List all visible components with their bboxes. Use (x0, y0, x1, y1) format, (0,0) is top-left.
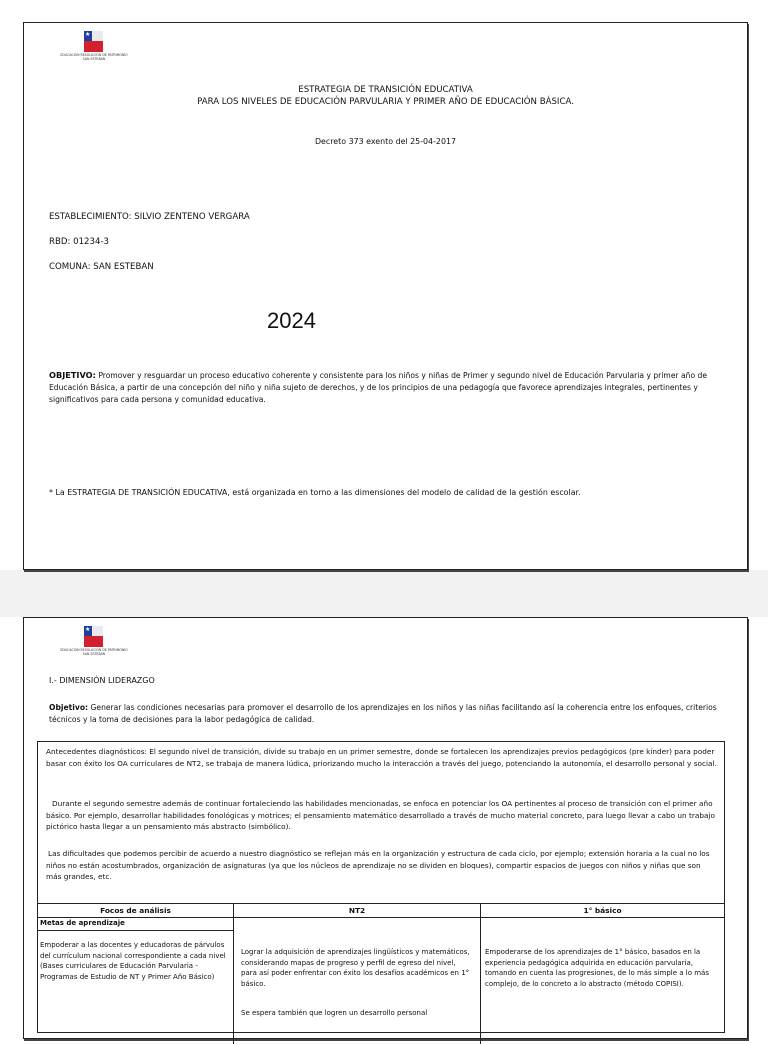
table-divider (233, 904, 234, 1044)
diagnostics-paragraph-1: Antecedentes diagnósticos: El segundo nivel de transición, divide su trabajo en un primer semestre, donde se fortalecen los aprendizajes previos pedagógicos (pre kínder) para poder basar con éxito los OA curriculares de NT2, se trabaja de manera lúdica, priorizando mucho la interacción a través del juego, potenciando la autonomía, el desarrollo personal y social. (46, 747, 717, 768)
table-header-primero: 1° básico (481, 904, 724, 918)
section-objective (49, 702, 721, 726)
commune-field: COMUNA: SAN ESTEBAN (49, 262, 154, 272)
logo-caption: EDUCACIÓN RESOLUCIÓN DE PATRIMONIO SAN ESTEBAN (60, 648, 128, 656)
chile-flag-icon: ★ (84, 626, 103, 647)
objective-text: Promover y resguardar un proceso educativo coherente y consistente para los niños y niñas de Primer y segundo nivel de Educación Parvularia y primer año de Educación Básica, a partir de una concepción del niño y niña sujeto de derechos, y de los principios de una pedagogía que favorece aprendizajes integrales, pertinentes y significativos para cada persona y comunidad educativa. (49, 371, 708, 404)
analysis-table (38, 903, 724, 1017)
year-label: 2024 (267, 308, 316, 333)
logo-caption: EDUCACIÓN RESOLUCIÓN DE PATRIMONIO SAN ESTEBAN (60, 53, 128, 61)
strategy-note: * La ESTRATEGIA DE TRANSICIÓN EDUCATIVA, está organizada en torno a las dimensiones del modelo de calidad de la gestión escolar. (49, 488, 581, 497)
metas-label: Metas de aprendizaje (40, 919, 125, 927)
diagnostics-box (37, 741, 725, 1033)
table-cell-nt2: Lograr la adquisición de aprendizajes lingüísticos y matemáticos, considerando mapas de progreso y perfil de egreso del nivel, para así poder enfrentar con éxito los desafíos académicos en 1° básico. (241, 948, 470, 988)
chile-flag-icon: ★ (84, 31, 103, 52)
page-gap (0, 570, 768, 617)
section-objective-text: Generar las condiciones necesarias para promover el desarrollo de los aprendizajes en los niños y las niñas facilitando así la coherencia entre los enfoques, criterios técnicos y la toma de decisiones para la labor pedagógica de calidad. (49, 703, 717, 724)
table-cell-nt2-cont: Se espera también que logren un desarrollo personal (241, 1009, 428, 1017)
table-divider (480, 904, 481, 1044)
table-cell-focos: Empoderar a las docentes y educadoras de párvulos del currículum nacional correspondiente a cada nivel (Bases curriculares de Educación Parvularia - Programas de Estudio de NT y Primer Año Básico) (40, 941, 226, 981)
objective-label: OBJETIVO: (49, 370, 96, 380)
diagnostics-paragraph-2: Durante el segundo semestre además de continuar fortaleciendo las habilidades mencionadas, se enfoca en potenciar los OA pertinentes al proceso de transición con el primer año básico. Por ejemplo, desarrollar habilidades fonológicas y motrices; el pensamiento matemático desarrollado a través de mucho material concreto, para luego llevar a cabo un trabajo pictórico hasta llegar a un pensamiento más abstracto (simbólico). (46, 799, 715, 831)
section-objective-label: Objetivo: (49, 703, 89, 712)
document-page-1 (23, 22, 748, 570)
rbd-field: RBD: 01234-3 (49, 237, 110, 247)
ministry-logo (60, 31, 130, 71)
table-cell-primero: Empoderarse de los aprendizajes de 1° básico, basados en la experiencia pedagógica adquirida en educación parvularia, tomando en cuenta las progresiones, de lo más simple a lo más complejo, de lo concreto a lo abstracto (método COPISI). (485, 948, 709, 988)
table-header-focos: Focos de análisis (38, 904, 233, 918)
section-title: I.- DIMENSIÓN LIDERAZGO (49, 676, 155, 685)
table-divider (38, 930, 233, 931)
ministry-logo (60, 626, 130, 666)
table-header-nt2: NT2 (234, 904, 480, 918)
decree-line: Decreto 373 exento del 25-04-2017 (314, 137, 457, 146)
document-title: ESTRATEGIA DE TRANSICIÓN EDUCATIVA (298, 85, 473, 95)
diagnostics-paragraph-3: Las dificultades que podemos percibir de acuerdo a nuestro diagnóstico se reflejan más en la organización y estructura de cada ciclo, por ejemplo; extensión horaria a la cual no los niños no están acostumbrados, organización de asignaturas (ya que los núcleos de aprendizaje no se dividen en bloques), compartir espacios de juegos con niños y niñas que son más grandes, etc. (46, 849, 710, 881)
objective-paragraph (49, 369, 721, 406)
document-subtitle: PARA LOS NIVELES DE EDUCACIÓN PARVULARIA Y PRIMER AÑO DE EDUCACIÓN BÁSICA. (197, 97, 574, 107)
establishment-field: ESTABLECIMIENTO: SILVIO ZENTENO VERGARA (49, 212, 250, 222)
